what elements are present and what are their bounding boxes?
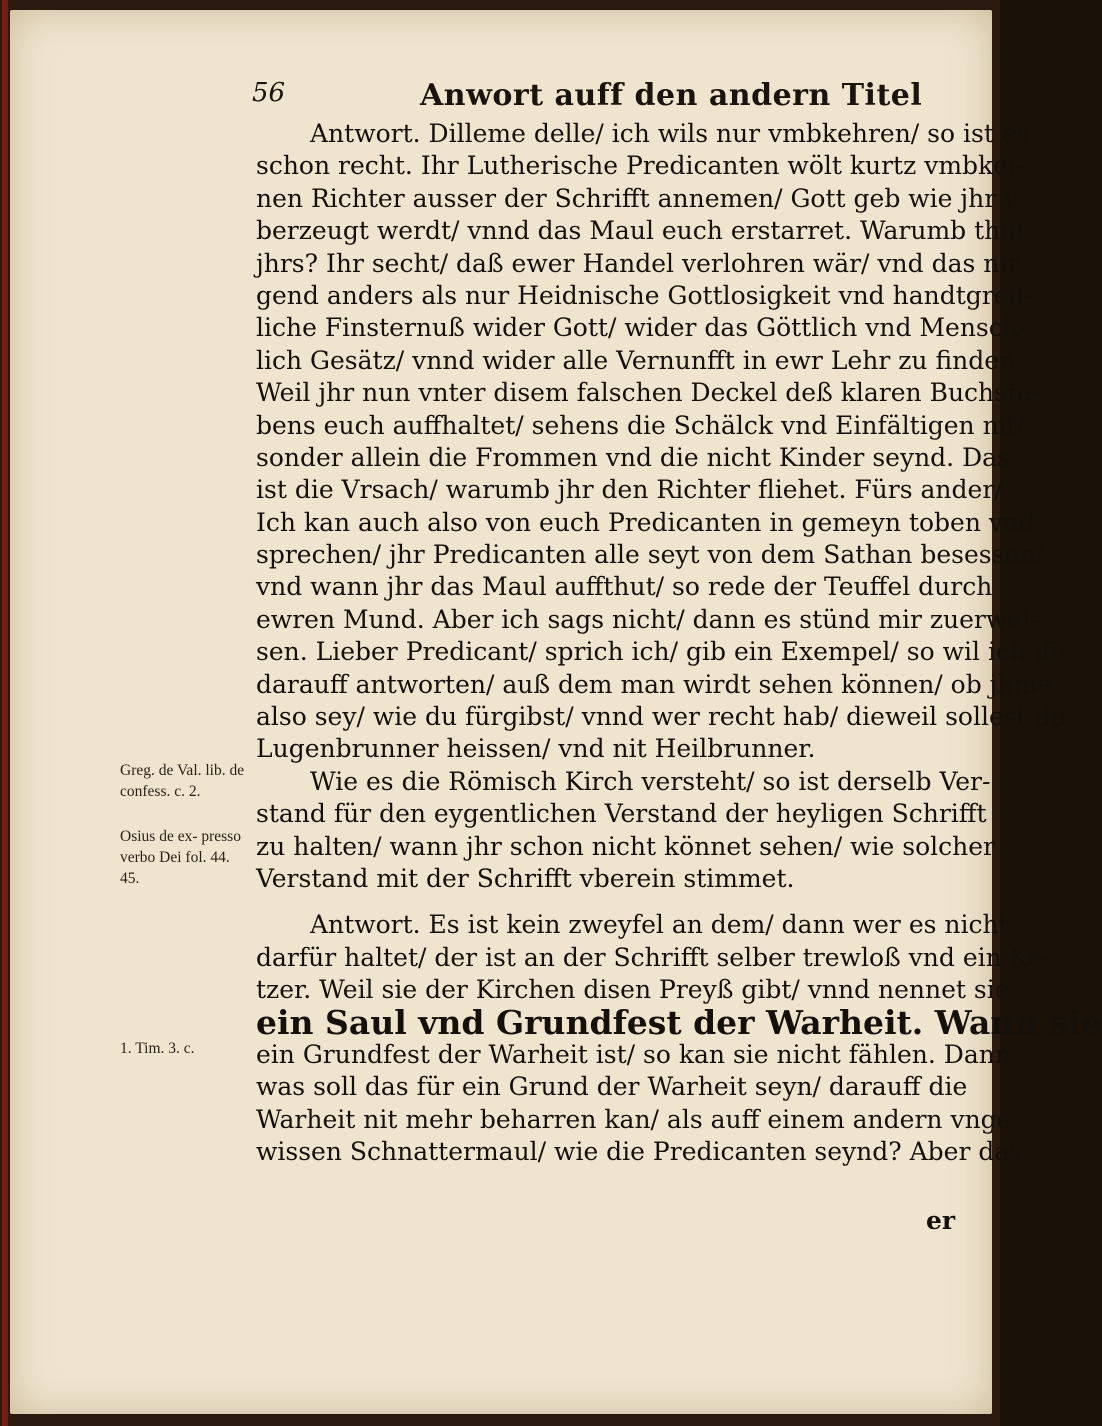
- text-line: ein Grundfest der Warheit ist/ so kan sie nicht fählen. Dann: [256, 1039, 1011, 1069]
- text-line: sen. Lieber Predicant/ sprich ich/ gib ein Exempel/ so wil ich dir: [256, 637, 1070, 667]
- paragraph-gap: [256, 895, 956, 909]
- text-line: vnd wann jhr das Maul auffthut/ so rede der Teuffel durch: [256, 572, 993, 602]
- text-line: wissen Schnattermaul/ wie die Predicanten seynd? Aber das: [256, 1137, 1023, 1167]
- book-edge: [2, 0, 8, 1426]
- text-line: darfür haltet/ der ist an der Schrifft selber trewloß vnd ein Ke-: [256, 942, 1051, 972]
- text-line: Antwort. Es ist kein zweyfel an dem/ dann wer es nicht: [310, 910, 1009, 940]
- text-line: berzeugt werdt/ vnnd das Maul euch erstarret. Warumb thut: [256, 216, 1027, 246]
- page-number: 56: [252, 78, 286, 108]
- text-line: sonder allein die Frommen vnd die nicht Kinder seynd. Das: [256, 442, 1010, 472]
- text-line: ist die Vrsach/ warumb jhr den Richter fliehet. Fürs ander/: [256, 475, 1003, 505]
- text-line: Ich kan auch also von euch Predicanten in gemeyn toben vnd: [256, 507, 1036, 537]
- text-line: schon recht. Ihr Lutherische Predicanten wölt kurtz vmbkei-: [256, 151, 1025, 181]
- text-line: liche Finsternuß wider Gott/ wider das Göttlich vnd Mensch-: [256, 313, 1028, 343]
- running-head: Anwort auff den andern Titel: [420, 78, 923, 113]
- text-line: Weil jhr nun vnter disem falschen Deckel deß klaren Buchsta-: [256, 378, 1041, 408]
- page-header: [252, 78, 952, 118]
- text-line: ewren Mund. Aber ich sags nicht/ dann es stünd mir zuerwei-: [256, 604, 1039, 634]
- text-line: tzer. Weil sie der Kirchen disen Preyß gibt/ vnnd nennet sie: [256, 975, 1010, 1005]
- text-line: darauff antworten/ auß dem man wirdt sehen können/ ob jhme: [256, 669, 1053, 699]
- text-line: Antwort. Dilleme delle/ ich wils nur vmbkehren/ so ist es: [310, 119, 1030, 148]
- catchword: er: [926, 1206, 956, 1235]
- marginal-note-tim: 1. Tim. 3. c.: [120, 1040, 195, 1057]
- marginal-note-osius: Osius de ex- presso verbo Dei fol. 44. 45.: [120, 828, 241, 887]
- text-line: bens euch auffhaltet/ sehens die Schälck vnd Einfältigen nit/: [256, 410, 1026, 440]
- text-line: stand für den eygentlichen Verstand der heyligen Schrifft: [256, 799, 987, 829]
- text-line: Lugenbrunner heissen/ vnd nit Heilbrunner.: [256, 734, 816, 764]
- text-line: was soll das für ein Grund der Warheit seyn/ darauff die: [256, 1072, 968, 1102]
- main-text-block: [256, 118, 1102, 1169]
- marginal-note-greg: Greg. de Val. lib. de confess. c. 2.: [120, 762, 245, 800]
- text-line: jhrs? Ihr secht/ daß ewer Handel verlohren wär/ vnd das nir-: [256, 248, 1028, 278]
- text-line: Wie es die Römisch Kirch versteht/ so ist derselb Ver-: [310, 766, 991, 796]
- text-line: zu halten/ wann jhr schon nicht könnet sehen/ wie solcher: [256, 831, 996, 861]
- text-line: Verstand mit der Schrifft vberein stimmet.: [256, 863, 795, 893]
- emphasized-text-line: ein Saul vnd Grundfest der Warheit. Wann sie: [256, 1002, 1102, 1042]
- text-line: nen Richter ausser der Schrifft annemen/ Gott geb wie jhr v-: [256, 183, 1027, 213]
- text-line: lich Gesätz/ vnnd wider alle Vernunfft in ewr Lehr zu finden.: [256, 345, 1024, 375]
- text-line: sprechen/ jhr Predicanten alle seyt von dem Sathan besessen/: [256, 540, 1044, 570]
- text-line: also sey/ wie du fürgibst/ vnnd wer recht hab/ dieweil sollest du: [256, 702, 1067, 732]
- text-line: gend anders als nur Heidnische Gottlosigkeit vnd handtgreif-: [256, 280, 1034, 310]
- text-line: Warheit nit mehr beharren kan/ als auff einem andern vnge-: [256, 1104, 1020, 1134]
